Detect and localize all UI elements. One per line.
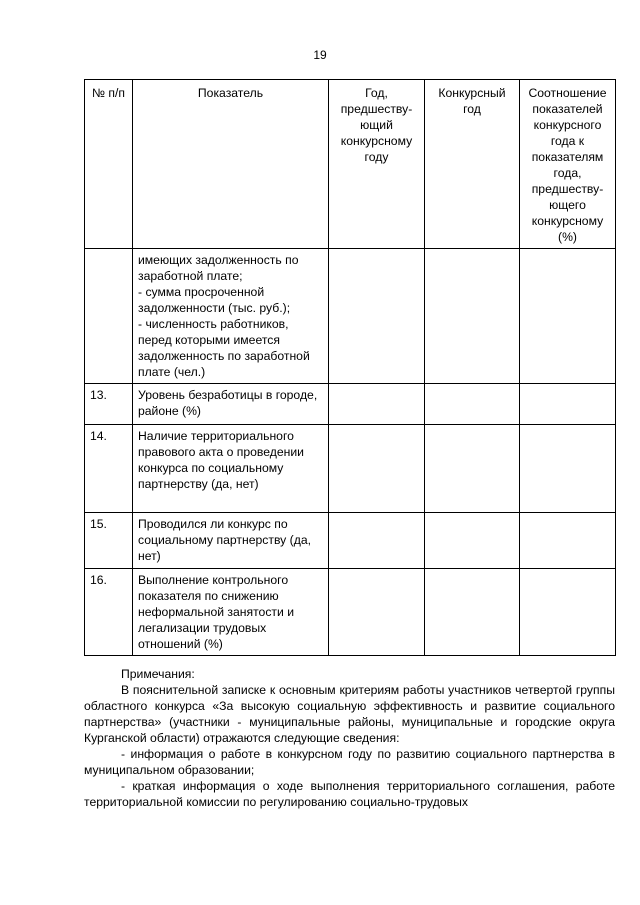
- row-contest-year-value: [425, 249, 520, 384]
- row-contest-year-value: [425, 425, 520, 513]
- table-row: [85, 249, 616, 384]
- row-ratio-value: [520, 513, 616, 569]
- row-ratio-value: [520, 384, 616, 425]
- row-previous-year-value: [329, 513, 425, 569]
- notes-item-1: - информация о работе в конкурсном году по развитию социального партнерства в муниципальном образовании;: [84, 747, 615, 777]
- table-row: [85, 425, 616, 513]
- row-indicator: Проводился ли конкурс по социальному партнерству (да, нет): [133, 513, 329, 569]
- row-number: 15.: [85, 513, 133, 569]
- row-indicator: имеющих задолженность по заработной плате; - сумма просроченной задолженности (тыс. руб.); - численность работников, перед которыми имеется задолженность по заработной плате (чел.): [133, 249, 329, 384]
- indicators-table: [84, 79, 616, 656]
- row-number: [85, 249, 133, 384]
- row-ratio-value: [520, 249, 616, 384]
- row-previous-year-value: [329, 425, 425, 513]
- row-contest-year-value: [425, 513, 520, 569]
- row-ratio-value: [520, 425, 616, 513]
- notes-item-2: - краткая информация о ходе выполнения территориального соглашения, работе территориальной комиссии по регулированию социально-трудовых: [84, 779, 615, 809]
- notes-paragraph: В пояснительной записке к основным критериям работы участников четвертой группы областного конкурса «За высокую социальную эффективность и развитие социального партнерства» (участники - муниципальные районы, муниципальные и городские округа Курганской области) отражаются следующие сведения:: [84, 683, 615, 745]
- header-contest-year: Конкурсный год: [425, 80, 520, 249]
- row-number: 16.: [85, 569, 133, 656]
- row-ratio-value: [520, 569, 616, 656]
- row-previous-year-value: [329, 384, 425, 425]
- notes-section: [84, 666, 615, 810]
- page-number: 19: [313, 48, 327, 62]
- row-contest-year-value: [425, 569, 520, 656]
- header-number: № п/п: [85, 80, 133, 249]
- row-indicator: Выполнение контрольного показателя по снижению неформальной занятости и легализации трудовых отношений (%): [133, 569, 329, 656]
- table-row: [85, 569, 616, 656]
- table-row: [85, 513, 616, 569]
- notes-heading: Примечания:: [121, 667, 195, 681]
- table-header-row: [85, 80, 616, 249]
- row-number: 13.: [85, 384, 133, 425]
- header-previous-year: Год, предшеству-ющий конкурсному году: [329, 80, 425, 249]
- header-indicator: Показатель: [133, 80, 329, 249]
- header-ratio: Соотношение показателей конкурсного года к показателям года, предшеству-ющего конкурсному (%): [520, 80, 616, 249]
- row-previous-year-value: [329, 569, 425, 656]
- row-contest-year-value: [425, 384, 520, 425]
- table-row: [85, 384, 616, 425]
- row-number: 14.: [85, 425, 133, 513]
- row-previous-year-value: [329, 249, 425, 384]
- row-indicator: Наличие территориального правового акта о проведении конкурса по социальному партнерству (да, нет): [133, 425, 329, 513]
- row-indicator: Уровень безработицы в городе, районе (%): [133, 384, 329, 425]
